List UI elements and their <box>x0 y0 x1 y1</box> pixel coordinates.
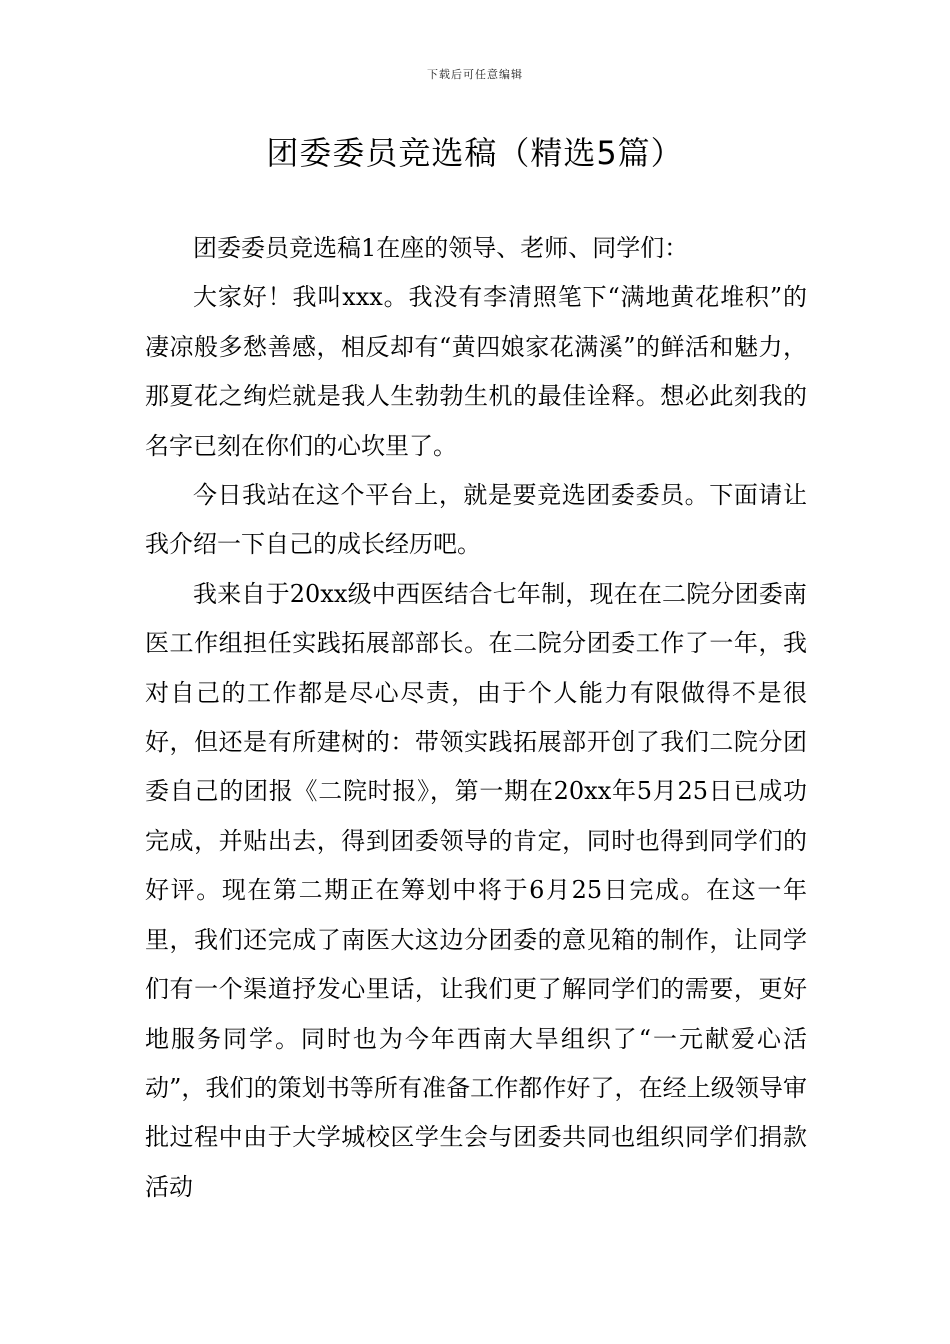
document-body <box>145 224 807 1212</box>
paragraph-introduction: 大家好！我叫xxx。我没有李清照笔下“满地黄花堆积”的凄凉般多愁善感，相反却有“黄四娘家花满溪”的鲜活和魅力，那夏花之绚烂就是我人生勃勃生机的最佳诠释。想必此刻我的名字已刻在你们的心坎里了。 <box>145 283 807 460</box>
document-title: 团委委员竞选稿（精选5篇） <box>266 134 684 172</box>
paragraph-purpose: 今日我站在这个平台上，就是要竞选团委委员。下面请让我介绍一下自己的成长经历吧。 <box>145 481 807 559</box>
paragraph-experience: 我来自于20xx级中西医结合七年制，现在在二院分团委南医工作组担任实践拓展部部长。在二院分团委工作了一年，我对自己的工作都是尽心尽责，由于个人能力有限做得不是很好，但还是有所建树的：带领实践拓展部开创了我们二院分团委自己的团报《二院时报》，第一期在20xx年5月25日已成功完成，并贴出去，得到团委领导的肯定，同时也得到同学们的好评。现在第二期正在筹划中将于6月25日完成。在这一年里，我们还完成了南医大这边分团委的意见箱的制作，让同学们有一个渠道抒发心里话，让我们更了解同学们的需要，更好地服务同学。同时也为今年西南大旱组织了“一元献爱心活动”，我们的策划书等所有准备工作都作好了，在经上级领导审批过程中由于大学城校区学生会与团委共同也组织同学们捐款活动 <box>145 579 807 1201</box>
paragraph-greeting: 团委委员竞选稿1在座的领导、老师、同学们： <box>193 234 689 262</box>
header-note: 下载后可任意编辑 <box>427 68 523 81</box>
